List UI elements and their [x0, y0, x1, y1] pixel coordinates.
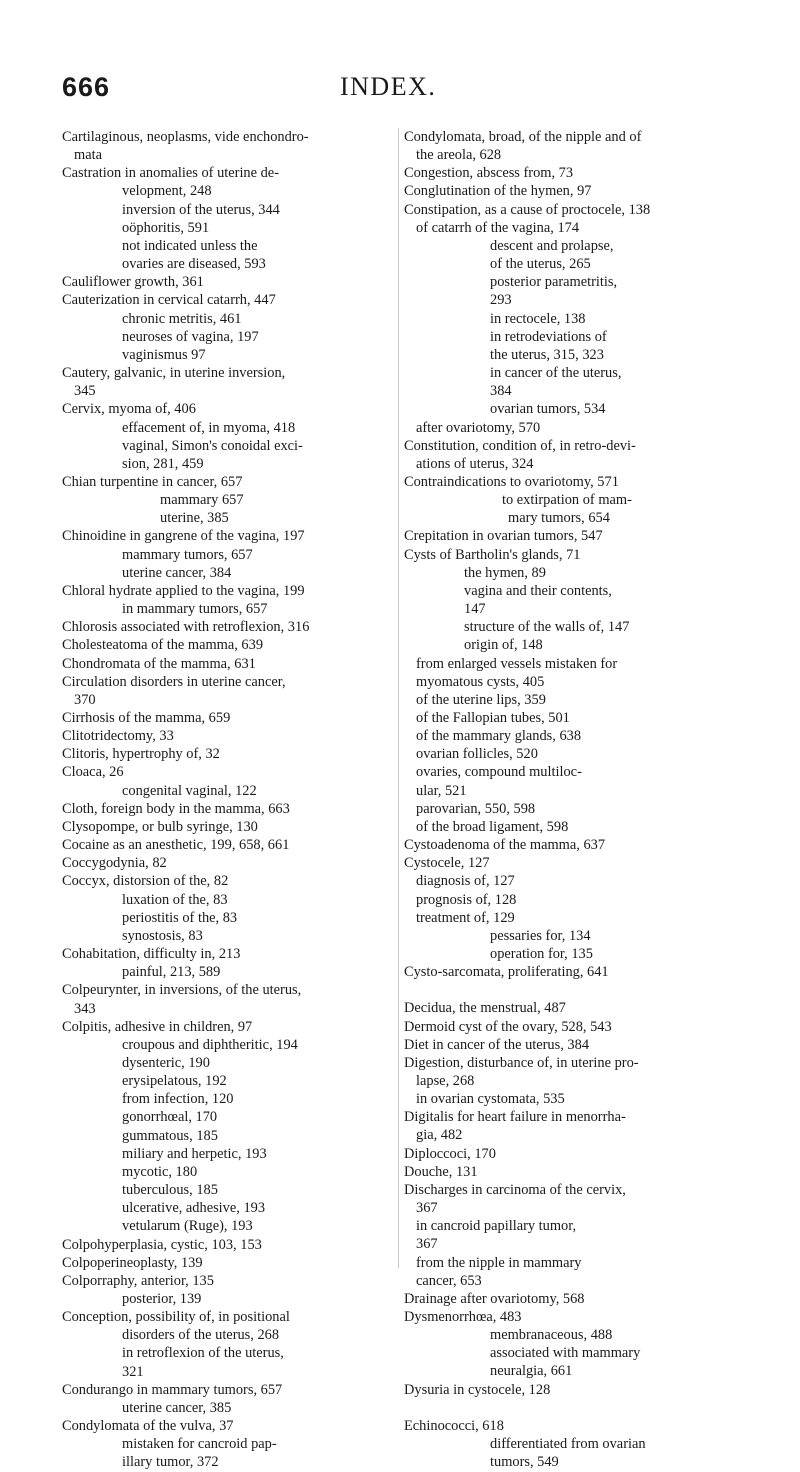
- index-entry: Clitoris, hypertrophy of, 32: [62, 746, 220, 763]
- index-entry: Cholesteatoma of the mamma, 639: [62, 637, 264, 654]
- index-entry: Cautery, galvanic, in uterine inversion,: [62, 365, 286, 382]
- index-subentry: oöphoritis, 591: [122, 219, 210, 236]
- index-entry: Drainage after ovariotomy, 568: [404, 1290, 585, 1307]
- index-subentry: in retrodeviations of: [490, 328, 607, 345]
- index-subentry: treatment of, 129: [416, 909, 515, 926]
- index-subentry: ovaries are diseased, 593: [122, 256, 266, 273]
- index-subentry: 343: [74, 1000, 96, 1017]
- index-subentry: lapse, 268: [416, 1072, 475, 1089]
- index-entry: Contraindications to ovariotomy, 571: [404, 473, 619, 490]
- index-subentry: from infection, 120: [122, 1091, 234, 1108]
- page-number: 666: [62, 72, 111, 102]
- index-entry: Coccygodynia, 82: [62, 855, 167, 872]
- index-entry: Discharges in carcinoma of the cervix,: [404, 1181, 626, 1198]
- index-subentry: croupous and diphtheritic, 194: [122, 1036, 298, 1053]
- index-subentry: tumors, 549: [490, 1454, 559, 1471]
- index-subentry: painful, 213, 589: [122, 964, 221, 981]
- index-subentry: gia, 482: [416, 1127, 463, 1144]
- index-subentry: in retroflexion of the uterus,: [122, 1345, 284, 1362]
- index-subentry: of catarrh of the vagina, 174: [416, 219, 580, 236]
- index-subentry: posterior parametritis,: [490, 274, 618, 291]
- index-entry: Diploccoci, 170: [404, 1145, 496, 1162]
- index-subentry: mary tumors, 654: [508, 510, 610, 527]
- index-entry: Colpohyperplasia, cystic, 103, 153: [62, 1236, 262, 1253]
- index-subentry: of the mammary glands, 638: [416, 728, 582, 745]
- index-subentry: ovarian follicles, 520: [416, 746, 538, 763]
- index-subentry: associated with mammary: [490, 1345, 641, 1362]
- index-entry: Clysopompe, or bulb syringe, 130: [62, 818, 258, 835]
- index-subentry: chronic metritis, 461: [122, 310, 242, 327]
- index-subentry: tuberculous, 185: [122, 1182, 218, 1199]
- index-subentry: periostitis of the, 83: [122, 909, 238, 926]
- index-entry: Dermoid cyst of the ovary, 528, 543: [404, 1018, 612, 1035]
- index-subentry: velopment, 248: [122, 183, 212, 200]
- index-subentry: origin of, 148: [464, 637, 543, 654]
- index-subentry: prognosis of, 128: [416, 891, 517, 908]
- index-entry: Chlorosis associated with retroflexion, 316: [62, 619, 310, 636]
- index-subentry: of the Fallopian tubes, 501: [416, 710, 570, 726]
- index-subentry: myomatous cysts, 405: [416, 673, 545, 690]
- index-subentry: mammary tumors, 657: [122, 546, 253, 563]
- index-subentry: the areola, 628: [416, 147, 502, 164]
- index-entry: Echinococci, 618: [404, 1417, 504, 1434]
- index-subentry: gonorrhœal, 170: [122, 1109, 218, 1126]
- index-subentry: after ovariotomy, 570: [416, 419, 541, 436]
- index-entry: Colpitis, adhesive in children, 97: [62, 1018, 253, 1035]
- index-entry: Congestion, abscess from, 73: [404, 165, 574, 182]
- index-subentry: pessaries for, 134: [490, 927, 591, 944]
- index-subentry: 384: [490, 383, 512, 400]
- index-subentry: structure of the walls of, 147: [464, 619, 630, 636]
- index-subentry: ovaries, compound multiloc-: [416, 764, 582, 781]
- index-subentry: in cancroid papillary tumor,: [416, 1218, 577, 1235]
- index-entry: Cauterization in cervical catarrh, 447: [62, 292, 276, 309]
- index-entry: Cauliflower growth, 361: [62, 274, 204, 291]
- index-entry: Cervix, myoma of, 406: [62, 401, 196, 418]
- index-subentry: gummatous, 185: [122, 1127, 218, 1144]
- index-subentry: mistaken for cancroid pap-: [122, 1436, 277, 1453]
- index-subentry: mata: [74, 147, 102, 164]
- page-title: INDEX.: [340, 72, 437, 101]
- index-subentry: vetularum (Ruge), 193: [122, 1218, 253, 1235]
- index-subentry: the uterus, 315, 323: [490, 346, 604, 363]
- index-column-right: [404, 128, 744, 1471]
- index-subentry: vagina and their contents,: [464, 582, 612, 599]
- index-entry: Colporraphy, anterior, 135: [62, 1272, 214, 1289]
- index-subentry: ations of uterus, 324: [416, 455, 534, 472]
- index-subentry: of the uterus, 265: [490, 256, 591, 273]
- index-subentry: dysenteric, 190: [122, 1054, 210, 1071]
- section-gap: [404, 981, 744, 999]
- index-subentry: uterine, 385: [160, 510, 229, 527]
- index-entry: Digestion, disturbance of, in uterine pro-: [404, 1054, 639, 1071]
- index-subentry: neuralgia, 661: [490, 1363, 573, 1380]
- index-entry: Cystoadenoma of the mamma, 637: [404, 837, 606, 854]
- index-subentry: mammary 657: [160, 492, 244, 509]
- index-subentry: synostosis, 83: [122, 927, 203, 944]
- index-entry: Douche, 131: [404, 1163, 478, 1180]
- index-entry: Cysto-sarcomata, proliferating, 641: [404, 964, 609, 981]
- index-subentry: in rectocele, 138: [490, 310, 586, 327]
- index-subentry: ular, 521: [416, 782, 467, 799]
- index-entry: Castration in anomalies of uterine de-: [62, 165, 279, 182]
- index-entry: Decidua, the menstrual, 487: [404, 1000, 566, 1017]
- index-subentry: 367: [416, 1236, 438, 1253]
- index-entry: Crepitation in ovarian tumors, 547: [404, 528, 603, 545]
- index-entry: Circulation disorders in uterine cancer,: [62, 673, 286, 690]
- index-subentry: illary tumor, 372: [122, 1454, 219, 1471]
- index-subentry: not indicated unless the: [122, 237, 258, 254]
- index-subentry: uterine cancer, 384: [122, 564, 232, 581]
- index-entry: Constipation, as a cause of proctocele, 138: [404, 201, 651, 218]
- index-subentry: parovarian, 550, 598: [416, 800, 536, 817]
- index-subentry: 321: [122, 1363, 144, 1380]
- index-entry: Chinoidine in gangrene of the vagina, 197: [62, 528, 305, 545]
- index-subentry: differentiated from ovarian: [490, 1435, 646, 1452]
- index-entry: Clitotridectomy, 33: [62, 728, 174, 745]
- page-header: [0, 72, 800, 112]
- index-entry: Condylomata, broad, of the nipple and of: [404, 129, 642, 145]
- index-subentry: the hymen, 89: [464, 564, 546, 581]
- index-entry: Digitalis for heart failure in menorrha-: [404, 1109, 626, 1126]
- index-subentry: 345: [74, 383, 96, 400]
- index-subentry: congenital vaginal, 122: [122, 782, 257, 799]
- index-entry: Condurango in mammary tumors, 657: [62, 1381, 283, 1398]
- index-subentry: of the uterine lips, 359: [416, 691, 546, 708]
- index-subentry: ulcerative, adhesive, 193: [122, 1200, 266, 1217]
- index-subentry: descent and prolapse,: [490, 237, 614, 254]
- index-entry: Cysts of Bartholin's glands, 71: [404, 546, 581, 563]
- column-divider: [398, 128, 399, 1268]
- index-subentry: ovarian tumors, 534: [490, 401, 606, 418]
- index-entry: Constitution, condition of, in retro-devi-: [404, 437, 636, 454]
- index-entry: Cirrhosis of the mamma, 659: [62, 710, 231, 726]
- index-subentry: neuroses of vagina, 197: [122, 328, 259, 345]
- index-subentry: erysipelatous, 192: [122, 1073, 227, 1090]
- index-entry: Cloaca, 26: [62, 764, 124, 781]
- index-subentry: mycotic, 180: [122, 1163, 198, 1180]
- index-subentry: vaginal, Simon's conoidal exci-: [122, 437, 303, 454]
- index-subentry: sion, 281, 459: [122, 455, 204, 472]
- index-subentry: operation for, 135: [490, 946, 593, 963]
- index-entry: Conception, possibility of, in positional: [62, 1309, 290, 1326]
- index-entry: Chondromata of the mamma, 631: [62, 655, 256, 672]
- index-subentry: of the broad ligament, 598: [416, 818, 569, 835]
- index-entry: Diet in cancer of the uterus, 384: [404, 1036, 590, 1053]
- index-entry: Condylomata of the vulva, 37: [62, 1418, 234, 1435]
- index-entry: Chloral hydrate applied to the vagina, 199: [62, 582, 305, 599]
- index-subentry: luxation of the, 83: [122, 891, 228, 908]
- index-subentry: in cancer of the uterus,: [490, 365, 622, 382]
- index-entry: Conglutination of the hymen, 97: [404, 183, 592, 200]
- index-subentry: diagnosis of, 127: [416, 873, 515, 890]
- index-entry: Chian turpentine in cancer, 657: [62, 473, 243, 490]
- index-subentry: to extirpation of mam-: [502, 492, 632, 509]
- index-column-left: [62, 128, 397, 1472]
- index-subentry: inversion of the uterus, 344: [122, 201, 280, 218]
- index-subentry: from the nipple in mammary: [416, 1254, 582, 1271]
- index-subentry: disorders of the uterus, 268: [122, 1327, 280, 1344]
- index-subentry: in mammary tumors, 657: [122, 601, 268, 618]
- index-entry: Dysuria in cystocele, 128: [404, 1381, 551, 1398]
- index-entry: Colpoperineoplasty, 139: [62, 1254, 203, 1271]
- index-entry: Cohabitation, difficulty in, 213: [62, 946, 241, 963]
- index-entry: Coccyx, distorsion of the, 82: [62, 873, 229, 890]
- index-subentry: 370: [74, 691, 96, 708]
- index-subentry: effacement of, in myoma, 418: [122, 419, 296, 436]
- index-subentry: 293: [490, 292, 512, 309]
- index-subentry: 147: [464, 601, 486, 618]
- index-entry: Cystocele, 127: [404, 855, 490, 872]
- index-subentry: cancer, 653: [416, 1272, 482, 1289]
- index-subentry: uterine cancer, 385: [122, 1399, 232, 1416]
- index-entry: Cocaine as an anesthetic, 199, 658, 661: [62, 837, 290, 854]
- index-entry: Cloth, foreign body in the mamma, 663: [62, 800, 290, 817]
- index-subentry: in ovarian cystomata, 535: [416, 1091, 565, 1108]
- index-subentry: from enlarged vessels mistaken for: [416, 655, 618, 672]
- index-entry: Dysmenorrhœa, 483: [404, 1309, 522, 1325]
- index-entry: Cartilaginous, neoplasms, vide enchondro-: [62, 129, 309, 145]
- index-subentry: miliary and herpetic, 193: [122, 1145, 267, 1162]
- section-gap: [404, 1399, 744, 1417]
- index-subentry: membranaceous, 488: [490, 1327, 613, 1344]
- index-subentry: 367: [416, 1200, 438, 1217]
- index-subentry: vaginismus 97: [122, 346, 206, 363]
- index-entry: Colpeurynter, in inversions, of the uterus,: [62, 982, 302, 999]
- index-subentry: posterior, 139: [122, 1291, 202, 1307]
